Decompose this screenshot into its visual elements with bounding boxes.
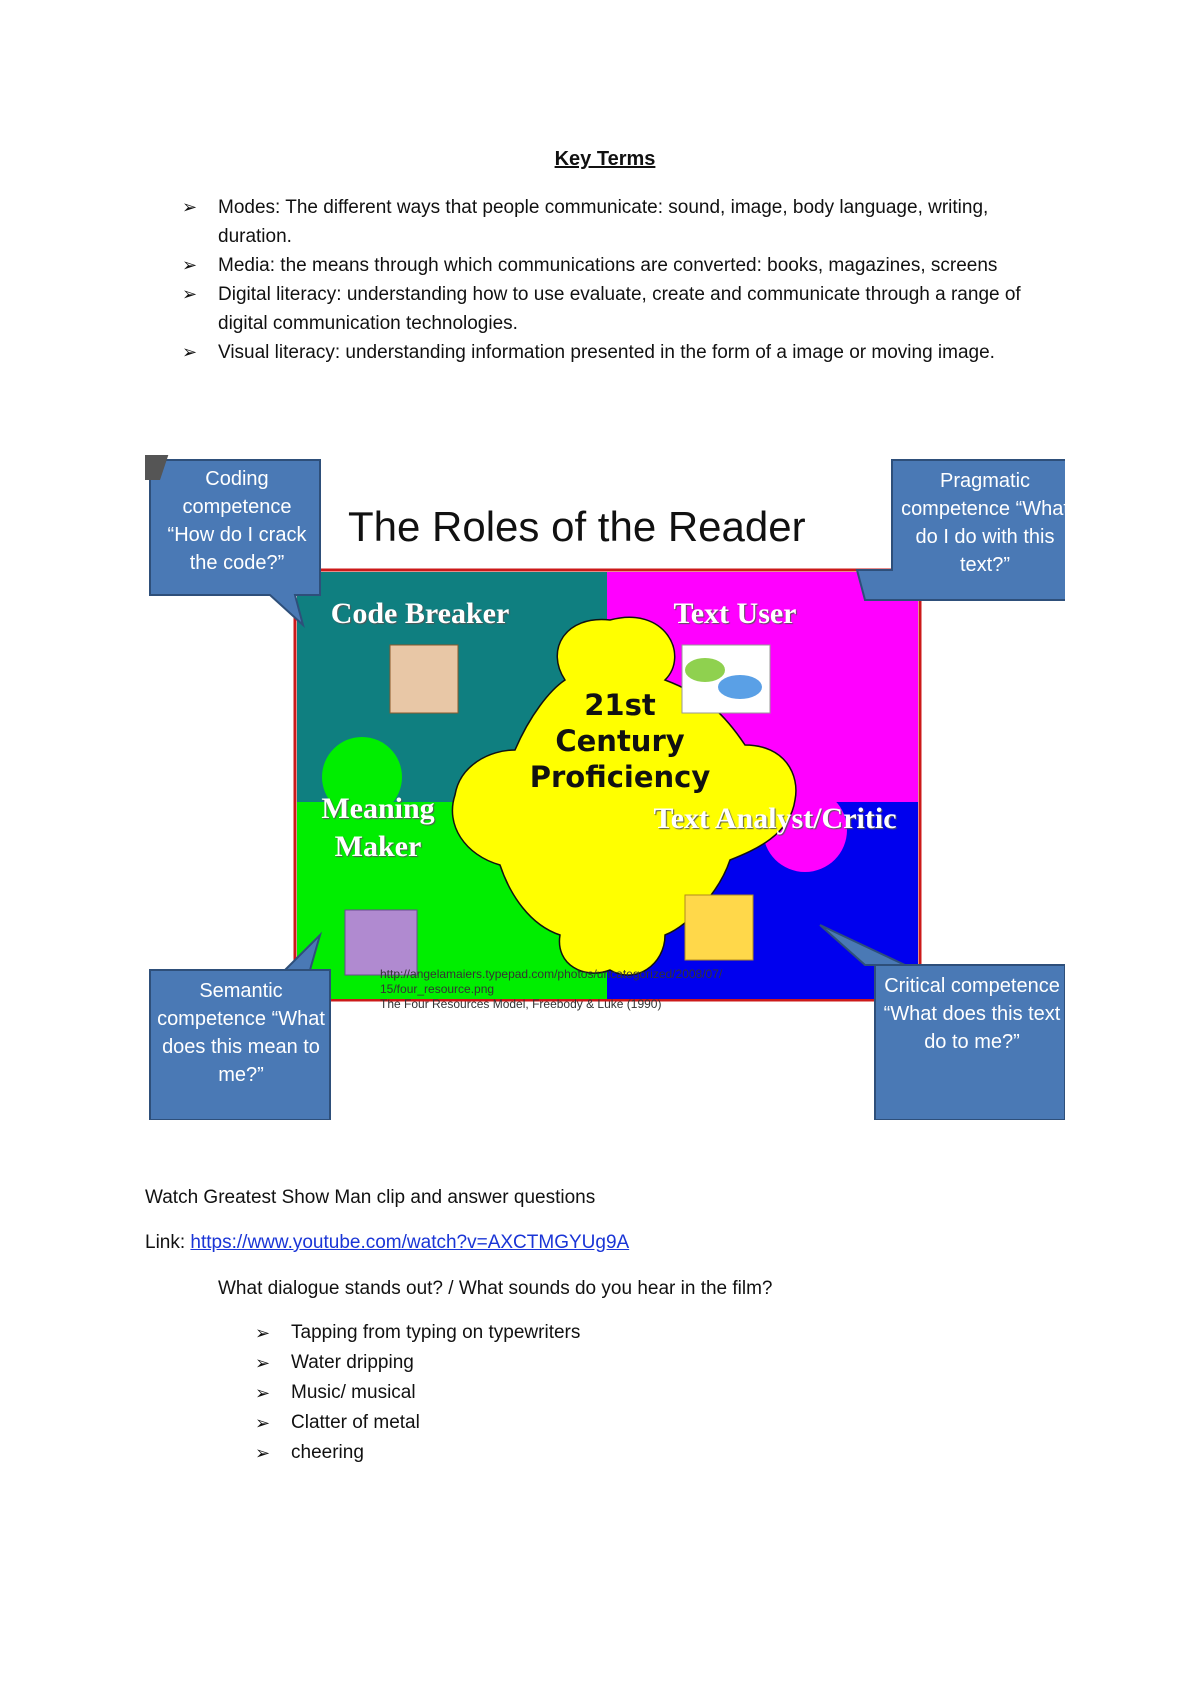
critical-bubble-text: Critical competence “What does this text do to me?”: [883, 975, 1061, 1053]
activity-question: What dialogue stands out? / What sounds do you hear in the film?: [218, 1278, 773, 1299]
text-user-label: Text User: [673, 597, 797, 630]
list-item: [255, 1318, 580, 1348]
term-text: Visual literacy: understanding information presented in the form of a image or moving image.: [218, 342, 995, 363]
list-item: [182, 280, 1062, 338]
code-breaker-image: [390, 645, 458, 713]
arrow-bullet-icon: ➢: [255, 1323, 271, 1343]
source-line-3: The Four Resources Model, Freebody & Luke (1990): [380, 997, 662, 1011]
activity-link-line: [145, 1232, 629, 1254]
coding-bubble-text: Coding competence “How do I crack the code?”: [167, 468, 307, 574]
semantic-bubble-text: Semantic competence “What does this mean to me?”: [157, 980, 325, 1086]
list-item: [255, 1378, 580, 1408]
figure-title: The Roles of the Reader: [348, 503, 806, 550]
answer-text: Tapping from typing on typewriters: [291, 1322, 581, 1343]
list-item: [255, 1348, 580, 1378]
meaning-maker-label: Meaning Maker: [321, 792, 435, 863]
key-terms-list: [182, 193, 1062, 367]
activity-intro: Watch Greatest Show Man clip and answer questions: [145, 1187, 596, 1208]
source-line-2: 15/four_resource.png: [380, 982, 495, 996]
arrow-bullet-icon: ➢: [182, 284, 198, 304]
arrow-bullet-icon: ➢: [255, 1443, 271, 1463]
list-item: [255, 1408, 580, 1438]
code-breaker-label: Code Breaker: [330, 597, 510, 630]
meaning-maker-image: [345, 910, 417, 975]
link-label: Link:: [145, 1232, 191, 1253]
youtube-link[interactable]: https://www.youtube.com/watch?v=AXCTMGYUg9A: [190, 1232, 630, 1253]
term-text: Modes: The different ways that people communicate: sound, image, body language, writing, duration.: [218, 197, 989, 247]
center-line-3: Proficiency: [529, 760, 711, 794]
answer-text: Clatter of metal: [291, 1412, 420, 1433]
roles-of-reader-figure: [145, 455, 1069, 1120]
list-item: [182, 193, 1062, 251]
text-analyst-label: Text Analyst/Critic: [653, 802, 897, 835]
source-line-1: http://angelamaiers.typepad.com/photos/uncategorized/2008/07/: [380, 967, 723, 981]
arrow-bullet-icon: ➢: [255, 1353, 271, 1373]
arrow-bullet-icon: ➢: [182, 255, 198, 275]
term-text: Media: the means through which communications are converted: books, magazines, screens: [218, 255, 998, 276]
answer-text: cheering: [291, 1442, 364, 1463]
list-item: [255, 1438, 580, 1468]
term-text: Digital literacy: understanding how to use evaluate, create and communicate through a range of digital communication technologies.: [218, 284, 1021, 334]
center-line-2: Century: [555, 724, 685, 758]
arrow-bullet-icon: ➢: [255, 1413, 271, 1433]
text-analyst-image: [685, 895, 753, 960]
arrow-bullet-icon: ➢: [255, 1383, 271, 1403]
sounds-list: [255, 1318, 580, 1468]
figure-source: [380, 967, 800, 1012]
key-terms-heading: Key Terms: [554, 148, 656, 170]
pragmatic-bubble-text: Pragmatic competence “What do I do with this text?”: [901, 470, 1069, 576]
list-item: [182, 251, 1062, 280]
center-label: [500, 687, 740, 795]
arrow-bullet-icon: ➢: [182, 342, 198, 362]
arrow-bullet-icon: ➢: [182, 197, 198, 217]
list-item: [182, 338, 1062, 367]
answer-text: Water dripping: [291, 1352, 414, 1373]
text-user-image-shape: [685, 658, 725, 682]
answer-text: Music/ musical: [291, 1382, 416, 1403]
center-line-1: 21st: [584, 688, 656, 722]
